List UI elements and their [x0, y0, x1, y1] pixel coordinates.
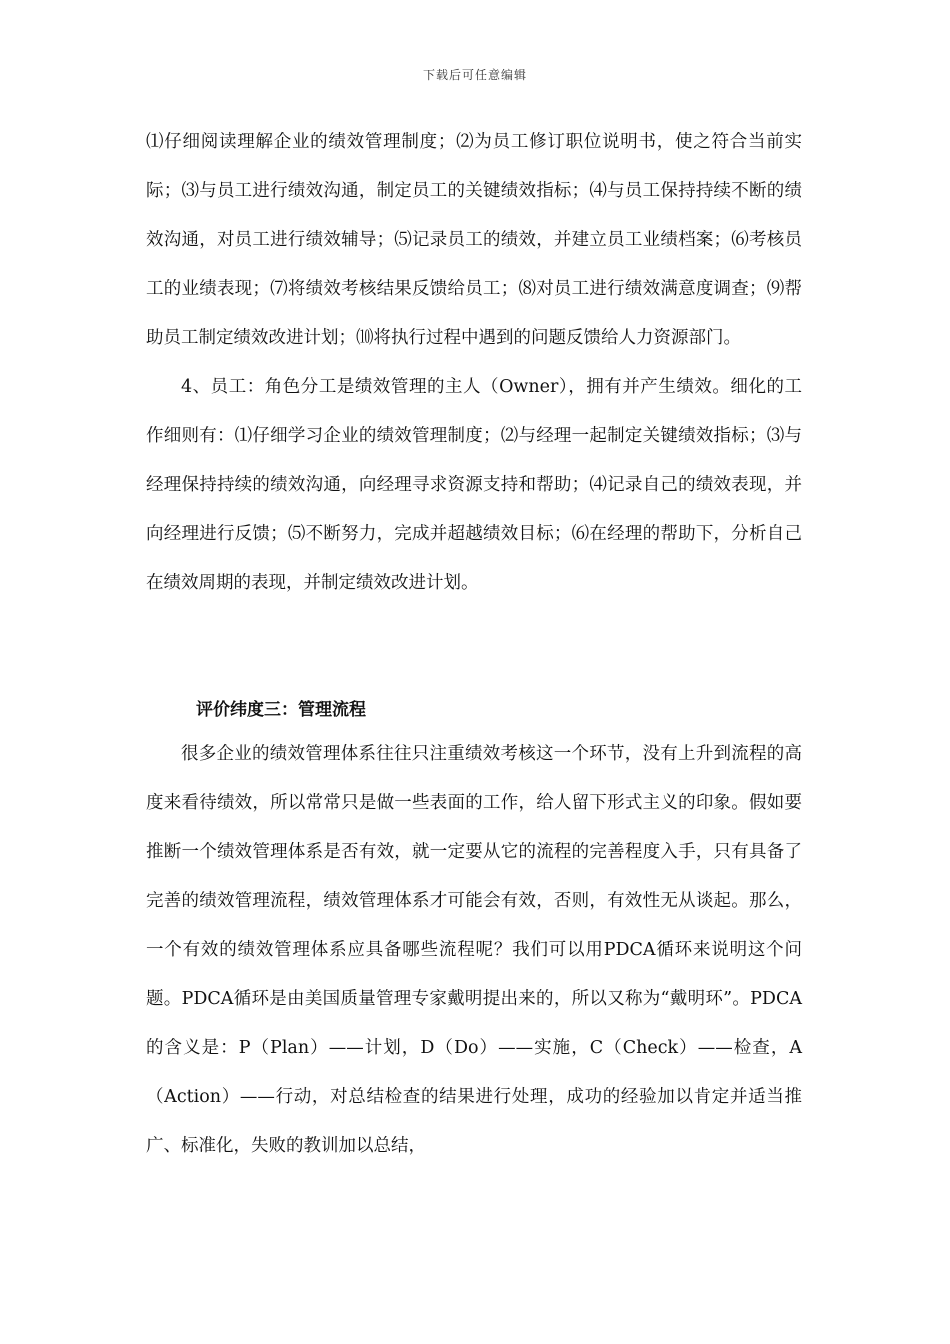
section-spacer: [146, 608, 802, 693]
paragraph-management-process: 很多企业的绩效管理体系往往只注重绩效考核这一个环节，没有上升到流程的高度来看待绩效，所以常常只是做一些表面的工作，给人留下形式主义的印象。假如要推断一个绩效管理体系是否有效，就一定要从它的流程的完善程度入手，只有具备了完善的绩效管理流程，绩效管理体系才可能会有效，否则，有效性无从谈起。那么，一个有效的绩效管理体系应具备哪些流程呢？我们可以用PDCA循环来说明这个问题。PDCA循环是由美国质量管理专家戴明提出来的，所以又称为“戴明环”。PDCA的含义是：P（Plan）——计划，D（Do）——实施，C（Check）——检查，A（Action）——行动，对总结检查的结果进行处理，成功的经验加以肯定并适当推广、标准化，失败的教训加以总结，: [146, 744, 802, 1156]
paragraph-manager-duties: ⑴仔细阅读理解企业的绩效管理制度；⑵为员工修订职位说明书，使之符合当前实际；⑶与员工进行绩效沟通，制定员工的关键绩效指标；⑷与员工保持持续不断的绩效沟通，对员工进行绩效辅导；⑸记录员工的绩效，并建立员工业绩档案；⑹考核员工的业绩表现；⑺将绩效考核结果反馈给员工；⑻对员工进行绩效满意度调查；⑼帮助员工制定绩效改进计划；⑽将执行过程中遇到的问题反馈给人力资源部门。: [146, 132, 802, 348]
page-header: 下载后可任意编辑: [422, 68, 527, 82]
section-heading: 评价纬度三：管理流程: [196, 700, 366, 720]
document-body: [146, 118, 802, 1171]
paragraph-employee-role: 4、员工：角色分工是绩效管理的主人（Owner），拥有并产生绩效。细化的工作细则有：⑴仔细学习企业的绩效管理制度；⑵与经理一起制定关键绩效指标；⑶与经理保持持续的绩效沟通，向经理寻求资源支持和帮助；⑷记录自己的绩效表现，并向经理进行反馈；⑸不断努力，完成并超越绩效目标；⑹在经理的帮助下，分析自己在绩效周期的表现，并制定绩效改进计划。: [146, 377, 802, 593]
